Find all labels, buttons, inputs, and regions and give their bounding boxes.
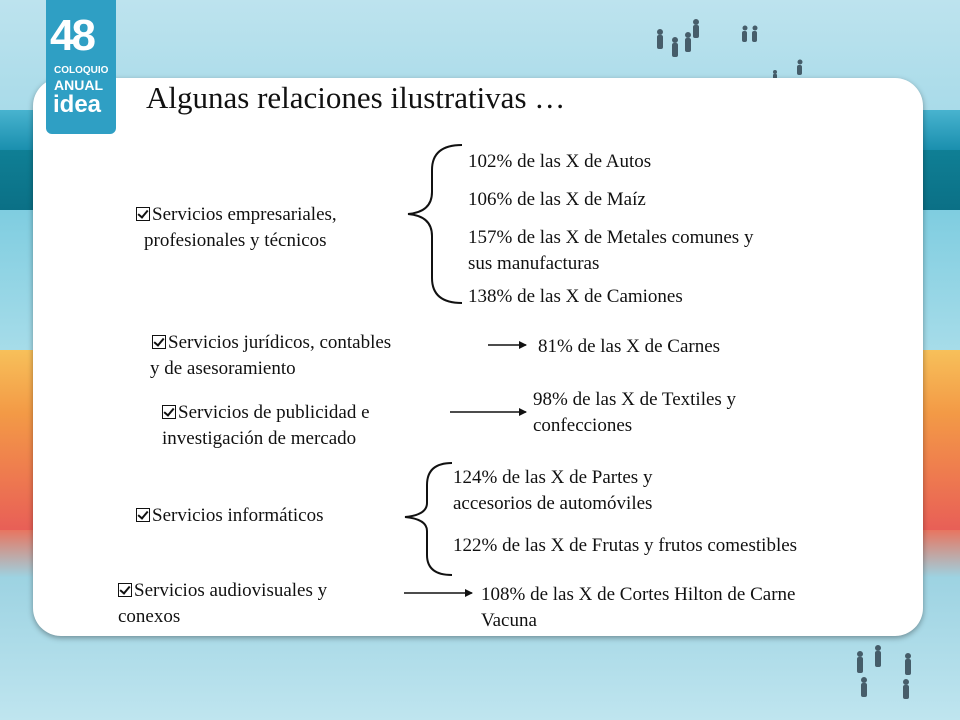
people-silhouettes-top <box>640 10 840 80</box>
slide-title: Algunas relaciones ilustrativas … <box>146 80 566 115</box>
relation-line: 98% de las X de Textiles y <box>533 389 737 410</box>
category-line: Servicios empresariales, <box>152 204 337 225</box>
category-servicios-empresariales <box>136 202 337 254</box>
category-line: investigación de mercado <box>162 428 357 449</box>
category-servicios-juridicos <box>152 330 391 382</box>
relation-line: 108% de las X de Cortes Hilton de Carne <box>481 584 796 605</box>
relation-item <box>468 149 651 175</box>
logo-line-2: ANUAL <box>54 77 103 93</box>
relation-item <box>481 582 795 634</box>
checkbox-checked-icon <box>118 583 132 597</box>
relation-line: confecciones <box>533 415 633 436</box>
logo-number: 48 <box>50 11 93 60</box>
category-line: y de asesoramiento <box>150 358 296 379</box>
relation-line: Vacuna <box>481 610 537 631</box>
category-line: profesionales y técnicos <box>144 230 327 251</box>
relation-line: 157% de las X de Metales comunes y <box>468 227 754 248</box>
category-line: Servicios audiovisuales y <box>134 580 328 601</box>
category-servicios-publicidad <box>162 400 370 452</box>
relation-item <box>533 387 736 439</box>
relation-item <box>468 284 683 310</box>
relation-line: 122% de las X de Frutas y frutos comestibles <box>453 535 798 556</box>
checkbox-checked-icon <box>136 508 150 522</box>
logo-line-3: idea <box>53 91 102 118</box>
category-line: conexos <box>118 606 181 627</box>
checkbox-checked-icon <box>152 335 166 349</box>
coloquio-logo <box>46 0 116 134</box>
category-line: Servicios de publicidad e <box>178 402 370 423</box>
relation-line: 102% de las X de Autos <box>468 151 652 172</box>
relation-item <box>468 225 753 277</box>
relation-item <box>453 465 652 517</box>
people-silhouettes-bottom <box>840 640 930 710</box>
relation-item <box>453 533 797 559</box>
checkbox-checked-icon <box>136 207 150 221</box>
relation-line: accesorios de automóviles <box>453 493 653 514</box>
relation-line: 138% de las X de Camiones <box>468 286 683 307</box>
category-line: Servicios informáticos <box>152 505 324 526</box>
relation-item <box>468 187 646 213</box>
checkbox-checked-icon <box>162 405 176 419</box>
relation-line: 124% de las X de Partes y <box>453 467 653 488</box>
relation-item <box>538 334 720 360</box>
category-line: Servicios jurídicos, contables <box>168 332 392 353</box>
relation-line: 106% de las X de Maíz <box>468 189 646 210</box>
category-servicios-audiovisuales <box>118 578 327 630</box>
relation-line: sus manufacturas <box>468 253 600 274</box>
logo-line-1: COLOQUIO <box>54 65 109 76</box>
category-servicios-informaticos <box>136 503 324 529</box>
relation-line: 81% de las X de Carnes <box>538 336 721 357</box>
